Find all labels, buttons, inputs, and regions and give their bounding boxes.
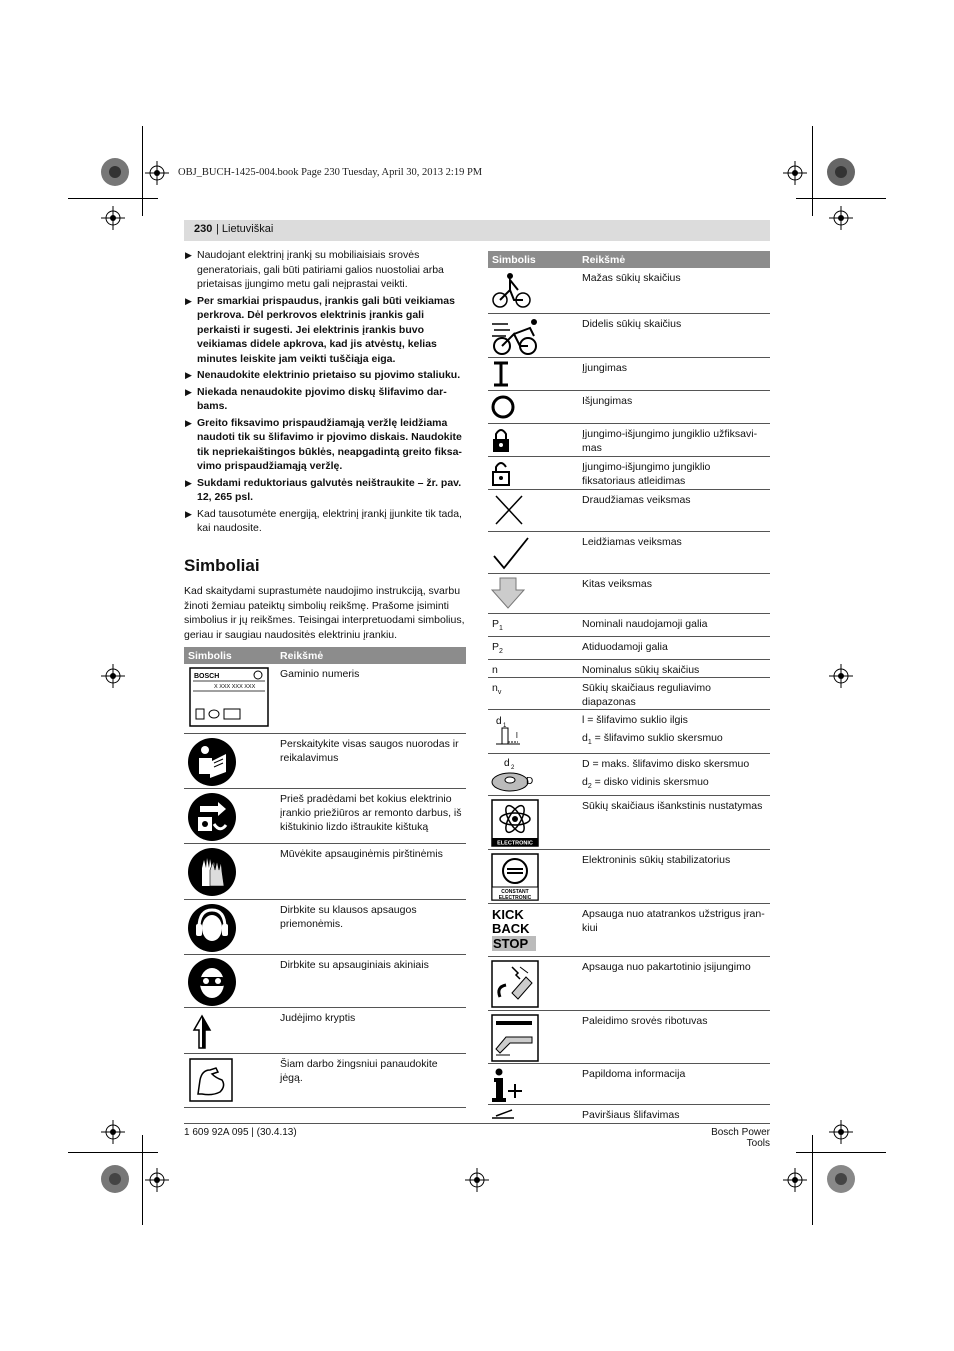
table-row <box>488 390 770 423</box>
spindle-length-text: l = šlifavimo suklio ilgis <box>582 713 688 726</box>
table-row <box>488 903 770 956</box>
surface-grinding-icon <box>490 1107 520 1121</box>
meaning-cell: Mūvėkite apsauginėmis pirštinėmis <box>276 843 466 899</box>
meaning-cell: Paleidimo srovės ribotuvas <box>578 1010 770 1063</box>
meaning-cell: Perskaitykite visas saugos nuorodas ir reikalavimus <box>276 733 466 788</box>
on-symbol-icon <box>490 360 520 388</box>
list-item: ▶ Niekada nenaudokite pjovimo diskų šlifavimo darbams. <box>185 385 467 414</box>
svg-text:STOP: STOP <box>493 935 529 951</box>
table-row <box>488 489 770 531</box>
crosshair-icon <box>101 664 125 688</box>
table-row <box>184 843 466 899</box>
registration-mark-icon <box>826 1164 856 1194</box>
force-arm-icon <box>186 1056 236 1106</box>
svg-text:1: 1 <box>503 722 507 729</box>
language-label: Lietuviškai <box>221 223 274 235</box>
ear-protection-icon <box>186 902 236 954</box>
off-symbol-icon <box>490 393 520 421</box>
registration-mark-icon <box>100 157 130 187</box>
list-item: ▶ Greito fiksavimo prispaudžiamąją veržlę leidžiama naudoti tik su šlifavimo ir pjovimo diskais. Naudokite tik nepriekaištingos būklės, neapgadintą greito fiksavimo prispaudžiamąją veržlę. <box>185 416 467 474</box>
meaning-cell: Paviršiaus šlifavimas <box>578 1104 770 1123</box>
constant-electronic-icon <box>490 852 540 902</box>
bullet-text: Per smarkiai prispaudus, įrankis gali būti veikiamas perkrova. Dėl perkrovos elektrinis įrankis gali perkaisti ir sugesti. Jei elektrinis įrankis buvo veikiamas didele apkrova, kad jis atvėstų, kelias minutes leiskite jam veikti tuščiąja eiga. <box>197 294 455 365</box>
meaning-cell <box>578 753 770 795</box>
footer-document-number: 1 609 92A 095 | (30.4.13) <box>184 1127 297 1138</box>
meaning-cell: Sūkių skaičiaus reguliavimo diapazonas <box>578 677 770 709</box>
table-row <box>184 1007 466 1053</box>
meaning-cell: Didelis sūkių skaičius <box>578 313 770 357</box>
meaning-cell <box>578 709 770 753</box>
meaning-cell: Įjungimo-išjungimo jungiklio užfiksavimas <box>578 423 770 456</box>
nameplate-icon <box>186 666 270 728</box>
meaning-cell: Sūkių skaičiaus išankstinis nustatymas <box>578 795 770 849</box>
meaning-cell: Šiam darbo žingsniui panaudokite jėgą. <box>276 1053 466 1107</box>
table-row <box>488 268 770 313</box>
p2-symbol: $P_2$ <box>488 636 578 659</box>
svg-text:ELECTRONIC: ELECTRONIC <box>497 840 533 847</box>
left-symbol-table <box>184 647 466 1108</box>
table-row <box>488 531 770 573</box>
nv-symbol: $n_v$ <box>488 677 578 709</box>
crosshair-icon <box>829 664 853 688</box>
crosshair-icon <box>101 206 125 230</box>
crosshair-icon <box>783 161 807 185</box>
crop-mark <box>812 126 813 216</box>
bullet-text: Nenaudokite elektrinio prietaiso su pjovimo staliuku. <box>197 369 461 381</box>
footer-rule <box>184 1123 770 1124</box>
svg-text:CONSTANT: CONSTANT <box>501 888 529 895</box>
meaning-cell: Prieš pradėdami bet kokius elektrinio įrankio priežiūros ar remonto darbus, iš kištukinio lizdo ištraukite kištuką <box>276 788 466 843</box>
table-row <box>184 899 466 954</box>
page-number: 230 <box>194 223 213 235</box>
meaning-cell: Draudžiamas veiksmas <box>578 489 770 531</box>
table-row <box>184 954 466 1007</box>
disc-dimensions-icon <box>490 756 540 794</box>
table-row <box>488 573 770 613</box>
crosshair-icon <box>101 1120 125 1144</box>
crosshair-icon <box>829 1120 853 1144</box>
table-row <box>488 659 770 677</box>
direction-arrow-icon <box>186 1010 236 1052</box>
table-row <box>184 664 466 733</box>
svg-text:d: d <box>496 715 502 727</box>
meaning-cell: Elektroninis sūkių stabilizatorius <box>578 849 770 903</box>
meaning-cell: Nominalus sūkių skaičius <box>578 659 770 677</box>
crop-mark <box>142 126 143 216</box>
crop-mark <box>142 1135 143 1225</box>
meaning-cell: Dirbkite su apsauginiais akiniais <box>276 954 466 1007</box>
list-item: ▶ Kad tausotumėte energiją, elektrinį įrankį įjunkite tik tada, kai naudosite. <box>185 507 467 536</box>
bullet-text: Niekada nenaudokite pjovimo diskų šlifavimo darbams. <box>197 385 447 412</box>
meaning-column-header: Reikšmė <box>578 251 770 268</box>
spindle-dimensions-icon <box>490 712 534 752</box>
table-row <box>488 456 770 489</box>
list-item: ▶ Per smarkiai prispaudus, įrankis gali būti veikiamas perkrova. Dėl perkrovos elektrinis įrankis gali perkaisti ir sugesti. Jei elektrinis įrankis buvo veikiamas didele apkrova, kad jis atvėstų, kelias minutes leiskite jam veikti tuščiąja eiga. <box>185 294 467 367</box>
table-row <box>488 357 770 390</box>
next-step-arrow-icon <box>490 576 530 610</box>
crosshair-icon <box>465 1168 489 1192</box>
table-row <box>184 1053 466 1107</box>
svg-text:d: d <box>504 757 510 769</box>
table-row <box>488 795 770 849</box>
unlock-icon <box>490 459 520 487</box>
table-row <box>488 1104 770 1123</box>
meaning-cell: Apsauga nuo pakartotinio įsijungimo <box>578 956 770 1010</box>
nameplate-brand: BOSCH <box>194 673 220 680</box>
crop-mark <box>796 1152 886 1153</box>
table-row <box>488 956 770 1010</box>
registration-mark-icon <box>826 157 856 187</box>
table-row <box>488 1063 770 1104</box>
table-row <box>488 613 770 636</box>
meaning-cell: Kitas veiksmas <box>578 573 770 613</box>
table-row <box>488 709 770 753</box>
crosshair-icon <box>145 161 169 185</box>
registration-mark-icon <box>100 1164 130 1194</box>
meaning-cell: Įjungimo-išjungimo jungiklio fiksatoriaus atleidimas <box>578 456 770 489</box>
gloves-icon <box>186 846 236 898</box>
symbol-column-header: Simbolis <box>488 251 578 268</box>
crosshair-icon <box>829 206 853 230</box>
intro-paragraph: Kad skaitydami suprastumėte naudojimo instrukciją, svarbu žinoti žemiau pateiktų simbolių reikšmę. Prašome įsiminti simbolius ir jų reikšmes. Teisingai interpretuodami simbolius, geriau ir saugiau naudositės elektriniu įrankiu. <box>184 585 465 641</box>
checkmark-icon <box>490 534 534 572</box>
svg-text:ELECTRONIC: ELECTRONIC <box>498 894 532 901</box>
table-row <box>488 753 770 795</box>
disc-max-diameter-text: D = maks. šlifavimo disko skersmuo <box>582 757 750 770</box>
meaning-cell: Apsauga nuo atatrankos užstrigus įrankiui <box>578 903 770 956</box>
kickback-stop-icon <box>490 906 540 954</box>
table-row <box>184 788 466 843</box>
bullet-text: Greito fiksavimo prispaudžiamąją veržlę leidžiama naudoti tik su šlifavimo ir pjovimo diskais. Naudokite tik nepriekaištingos būklės, neapgadintą greito fiksavimo prispaudžiamąją veržlę. <box>197 416 462 472</box>
table-row <box>488 677 770 709</box>
slow-cyclist-icon <box>490 270 534 310</box>
crop-mark <box>812 1135 813 1225</box>
meaning-column-header: Reikšmė <box>276 647 466 664</box>
list-item: ▶ Naudojant elektrinį įrankį su mobiliaisiais srovės generatoriais, gali būti patiriami galios nuostoliai arba prietaisas įjungimo metu gali neįprastai veikti. <box>185 248 467 292</box>
footer-publisher: Bosch Power Tools <box>711 1127 770 1149</box>
p1-symbol: $P_1$ <box>488 613 578 636</box>
unplug-icon <box>186 791 236 843</box>
table-header-row <box>488 251 770 268</box>
electronic-speed-preselection-icon <box>490 798 540 848</box>
svg-text:l: l <box>516 730 518 740</box>
svg-text:D: D <box>526 775 534 787</box>
table-row <box>488 313 770 357</box>
disc-inner-diameter-text: $d_2$ = disko vidinis skersmuo <box>582 775 709 790</box>
spindle-diameter-text: $d_1$ = šlifavimo suklio skersmuo <box>582 731 723 746</box>
meaning-cell: Išjungimas <box>578 390 770 423</box>
meaning-cell: Judėjimo kryptis <box>276 1007 466 1053</box>
meaning-cell: Leidžiamas veiksmas <box>578 531 770 573</box>
bullet-text: Kad tausotumėte energiją, elektrinį įrankį įjunkite tik tada, kai naudosite. <box>197 507 462 534</box>
meaning-cell: Gaminio numeris <box>276 664 466 733</box>
bullet-text: Naudojant elektrinį įrankį su mobiliaisiais srovės generatoriais, gali būti patiriami galios nuostoliai arba prietaisas įjungimo metu gali neįprastai veikti. <box>197 249 444 290</box>
symbol-column-header: Simbolis <box>184 647 276 664</box>
section-title: Simboliai <box>184 556 260 575</box>
fast-cyclist-icon <box>490 316 542 356</box>
crop-mark <box>796 198 886 199</box>
crosshair-icon <box>145 1168 169 1192</box>
read-instructions-icon <box>186 736 236 788</box>
svg-text:BACK: BACK <box>492 920 530 936</box>
meaning-cell: Dirbkite su klausos apsaugos priemonėmis. <box>276 899 466 954</box>
header-language: | Lietuviškai <box>216 223 274 235</box>
forbidden-cross-icon <box>490 492 530 528</box>
lock-icon <box>490 426 520 454</box>
nameplate-number: X XXX XXX XXX <box>214 684 256 690</box>
print-info-line: OBJ_BUCH-1425-004.book Page 230 Tuesday, April 30, 2013 2:19 PM <box>178 167 483 178</box>
table-row <box>488 636 770 659</box>
right-symbol-table <box>488 251 770 1124</box>
table-header-row <box>184 647 466 664</box>
meaning-cell: Mažas sūkių skaičius <box>578 268 770 313</box>
crop-mark <box>68 1152 158 1153</box>
table-row <box>488 849 770 903</box>
restart-protection-icon <box>490 959 540 1009</box>
bullet-text: Sukdami reduktoriaus galvutės neištraukite – žr. pav. 12, 265 psl. <box>197 476 462 503</box>
info-plus-icon <box>490 1066 530 1104</box>
list-item: ▶ Nenaudokite elektrinio prietaiso su pjovimo staliuku. <box>185 368 467 383</box>
list-item: ▶ Sukdami reduktoriaus galvutės neištraukite – žr. pav. 12, 265 psl. <box>185 476 467 505</box>
safety-goggles-icon <box>186 957 236 1007</box>
svg-text:2: 2 <box>511 764 515 771</box>
crop-mark <box>68 198 158 199</box>
meaning-cell: Įjungimas <box>578 357 770 390</box>
soft-start-icon <box>490 1013 540 1063</box>
svg-text:KICK: KICK <box>492 906 524 922</box>
table-row <box>488 423 770 456</box>
bullet-list <box>185 248 467 538</box>
meaning-cell: Atiduodamoji galia <box>578 636 770 659</box>
meaning-cell: Nominali naudojamoji galia <box>578 613 770 636</box>
crosshair-icon <box>783 1168 807 1192</box>
table-row <box>488 1010 770 1063</box>
n-symbol: n <box>488 659 578 677</box>
table-row <box>184 733 466 788</box>
meaning-cell: Papildoma informacija <box>578 1063 770 1104</box>
